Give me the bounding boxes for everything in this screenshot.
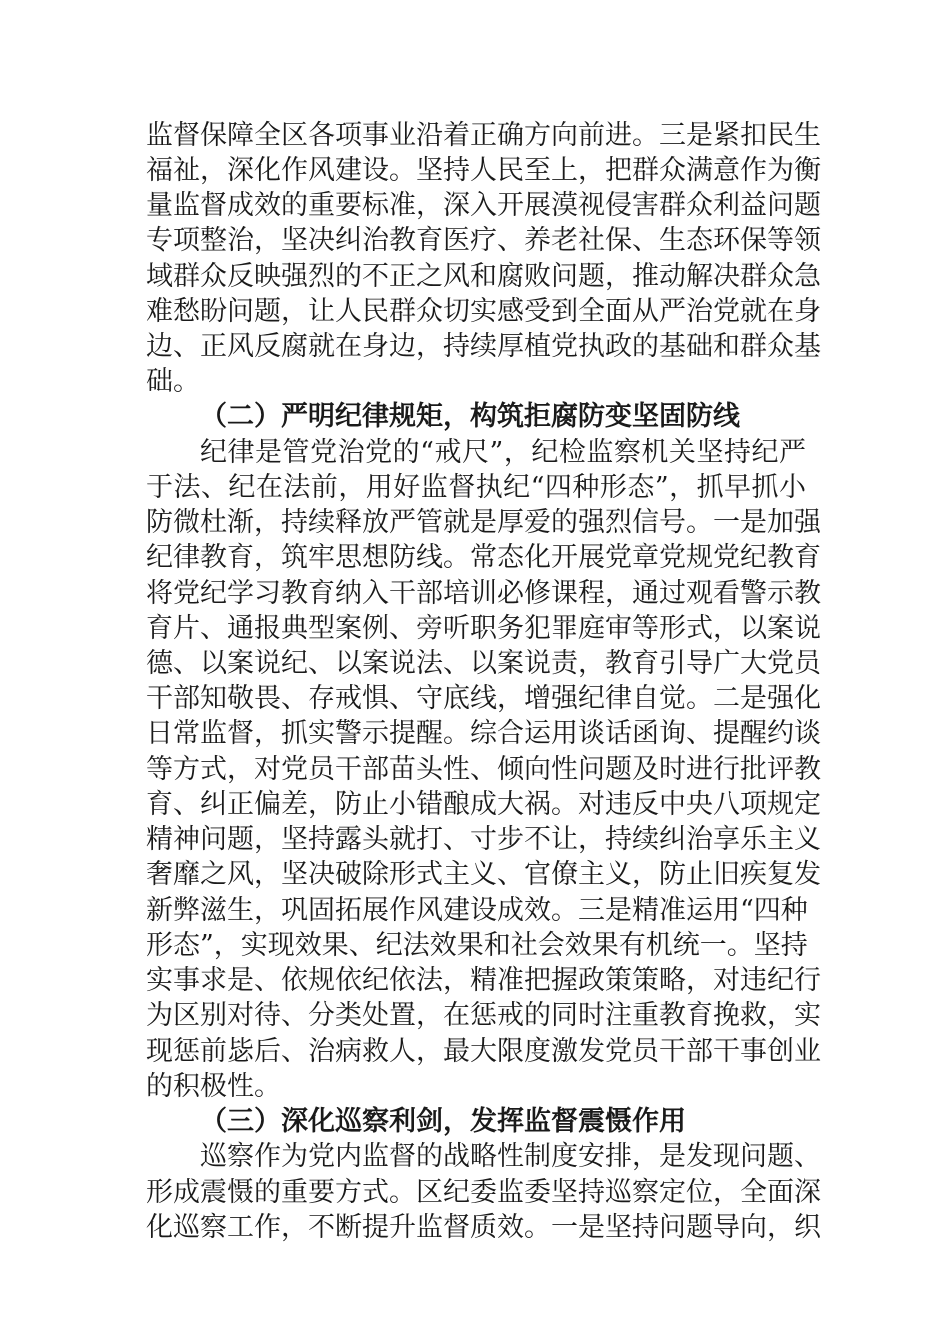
body-line: 域群众反映强烈的不正之风和腐败问题，推动解决群众急 [146, 261, 821, 292]
body-line: 干部知敬畏、存戒惧、守底线，增强纪律自觉。二是强化 [146, 683, 821, 714]
body-line: 育、纠正偏差，防止小错酿成大祸。对违反中央八项规定 [146, 789, 821, 820]
body-line: 纪律是管党治党的“戒尺”，纪检监察机关坚持纪严 [200, 437, 806, 468]
body-line: 础。 [146, 366, 200, 397]
body-line: 纪律教育，筑牢思想防线。常态化开展党章党规党纪教育 [146, 542, 821, 573]
body-line: 监督保障全区各项事业沿着正确方向前进。三是紧扣民生 [146, 120, 821, 151]
body-line: 奢靡之风，坚决破除形式主义、官僚主义，防止旧疾复发 [146, 859, 821, 890]
body-line: 于法、纪在法前，用好监督执纪“四种形态”，抓早抓小 [146, 472, 806, 503]
body-line: 巡察作为党内监督的战略性制度安排，是发现问题、 [200, 1141, 821, 1172]
body-line: 现惩前毖后、治病救人，最大限度激发党员干部干事创业 [146, 1036, 821, 1067]
body-line: 的积极性。 [146, 1071, 281, 1102]
body-line: 日常监督，抓实警示提醒。综合运用谈话函询、提醒约谈 [146, 718, 821, 749]
body-line: 形态”，实现效果、纪法效果和社会效果有机统一。坚持 [146, 930, 808, 961]
body-line: 为区别对待、分类处置，在惩戒的同时注重教育挽救，实 [146, 1000, 821, 1031]
body-line: 精神问题，坚持露头就打、寸步不让，持续纠治享乐主义 [146, 824, 821, 855]
body-line: 化巡察工作，不断提升监督质效。一是坚持问题导向，织 [146, 1212, 821, 1243]
body-line: 防微杜渐，持续释放严管就是厚爱的强烈信号。一是加强 [146, 507, 821, 538]
body-line: 实事求是、依规依纪依法，精准把握政策策略，对违纪行 [146, 965, 821, 996]
section-heading-2: （二）严明纪律规矩，构筑拒腐防变坚固防线 [200, 401, 740, 432]
body-line: 形成震慑的重要方式。区纪委监委坚持巡察定位，全面深 [146, 1177, 821, 1208]
body-line: 育片、通报典型案例、旁听职务犯罪庭审等形式，以案说 [146, 613, 821, 644]
body-line: 等方式，对党员干部苗头性、倾向性问题及时进行批评教 [146, 754, 821, 785]
section-heading-3: （三）深化巡察利剑，发挥监督震慑作用 [200, 1106, 686, 1137]
body-line: 难愁盼问题，让人民群众切实感受到全面从严治党就在身 [146, 296, 821, 327]
body-line: 将党纪学习教育纳入干部培训必修课程，通过观看警示教 [146, 578, 821, 609]
body-line: 福祉，深化作风建设。坚持人民至上，把群众满意作为衡 [146, 155, 821, 186]
body-line: 边、正风反腐就在身边，持续厚植党执政的基础和群众基 [146, 331, 821, 362]
body-line: 德、以案说纪、以案说法、以案说责，教育引导广大党员 [146, 648, 821, 679]
body-line: 专项整治，坚决纠治教育医疗、养老社保、生态环保等领 [146, 225, 821, 256]
body-line: 量监督成效的重要标准，深入开展漠视侵害群众利益问题 [146, 190, 821, 221]
body-line: 新弊滋生，巩固拓展作风建设成效。三是精准运用“四种 [146, 895, 808, 926]
